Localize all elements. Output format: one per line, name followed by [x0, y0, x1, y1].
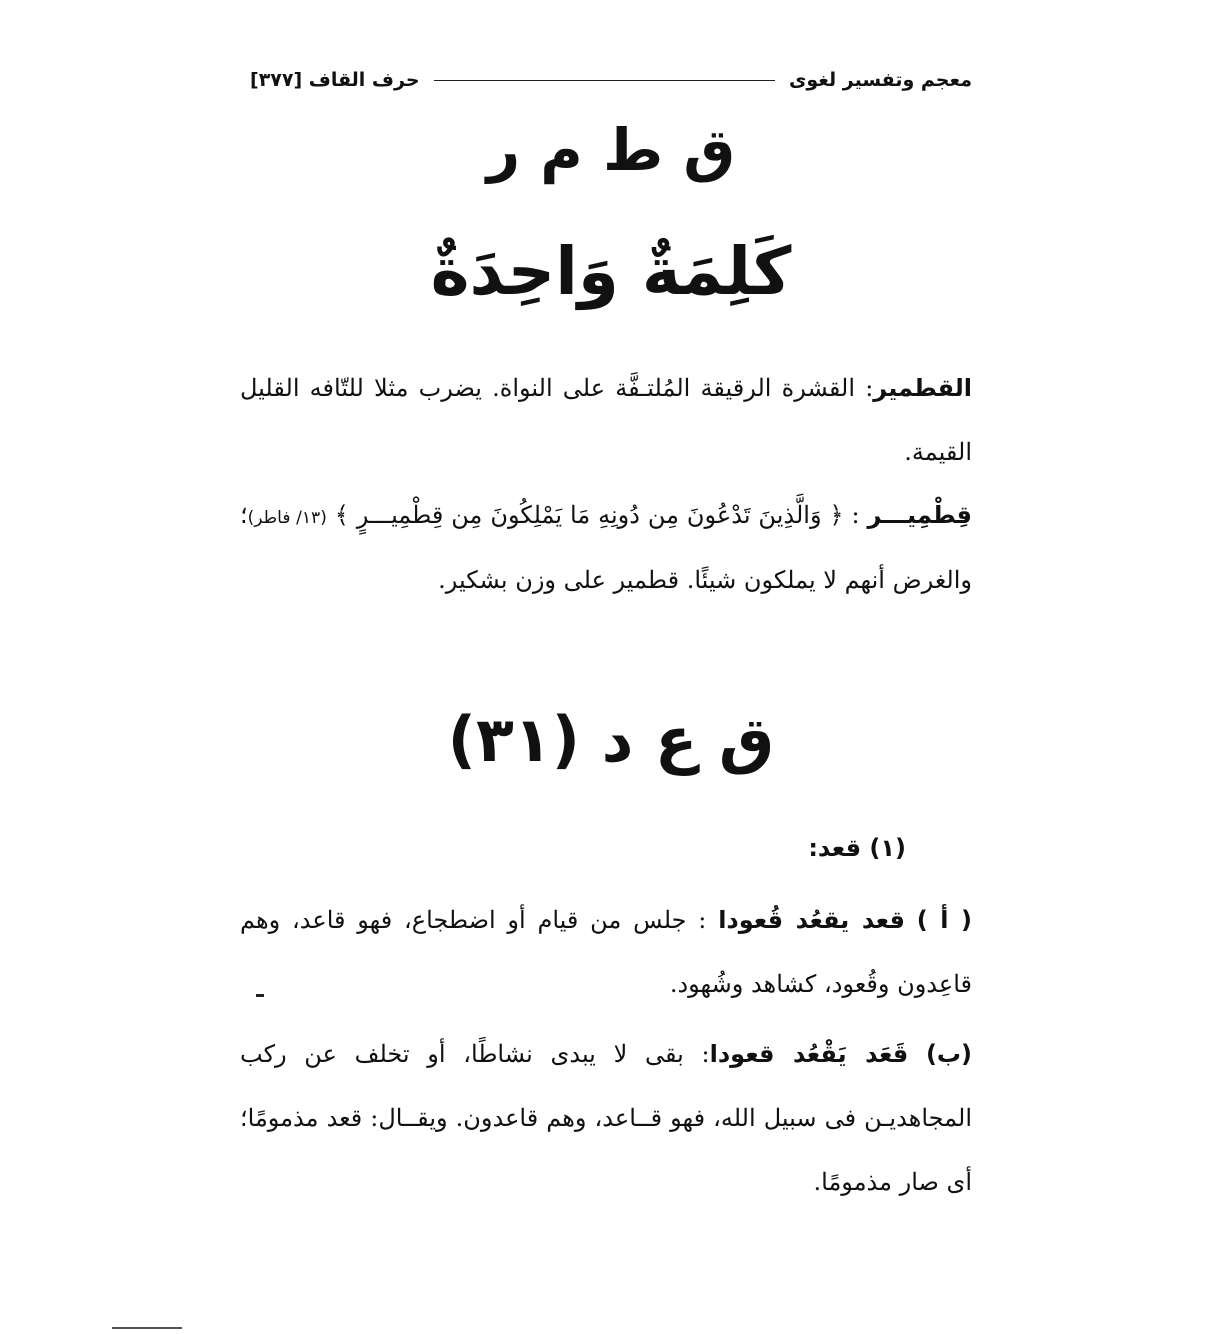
definition-paragraph [240, 356, 972, 484]
bottom-scan-line [112, 1327, 182, 1329]
root-heading-qtmr: ق ط م ر [486, 116, 736, 184]
definition-term: القطمير [873, 374, 972, 402]
running-header [250, 64, 972, 96]
usage-paragraph [240, 484, 972, 611]
definition-text: : القشرة الرقيقة المُلتـفَّة على النواة. يضرب مثلا للتّافه القليل القيمة. [240, 374, 972, 466]
sub-heading-qaad: (١) قعد: [808, 834, 906, 862]
sense-b-text: : بقى لا يبدى نشاطًا، أو تخلف عن ركب المجاهديـن فى سبيل الله، فهو قــاعد، وهم قاعدون. ويقــال: قعد مذمومًا؛ أى صار مذمومًا. [240, 1040, 972, 1196]
usage-colon: : [843, 501, 868, 529]
verse-reference: (١٣/ فاطر) [247, 508, 327, 528]
sense-a-term: قعد يقعُد قُعودا [718, 906, 905, 934]
book-title: معجم وتفسير لغوى [788, 69, 972, 91]
sense-a-text: : جلس من قيام أو اضطجاع، فهو قاعد، وهم قاعِدون وقُعود، كشاهد وشُهود. [240, 906, 972, 998]
usage-term: قِطْمِيـــر [867, 501, 973, 529]
entry-subtitle: كَلِمَةٌ وَاحِدَةٌ [430, 233, 792, 310]
sense-b-label: (ب) [925, 1040, 973, 1068]
header-rule [434, 80, 775, 81]
sense-a-paragraph [240, 888, 972, 1016]
usage-text: ؛ والغرض أنهم لا يملكون شيئًا. قطمير على وزن بشكير. [240, 501, 972, 594]
sense-b-term: قَعَد يَقْعُد قعودا [709, 1040, 909, 1068]
section-label: حرف القاف [٣٧٧] [250, 69, 420, 91]
quran-verse: ﴿ وَالَّذِينَ تَدْعُونَ مِن دُونِهِ مَا يَمْلِكُونَ مِن قِطْمِيـــرٍ ﴾ [334, 501, 844, 529]
sense-a-label: ( أ ) [916, 906, 972, 934]
scan-speck [256, 994, 264, 997]
sense-b-paragraph [240, 1022, 972, 1214]
root-heading-qad: ق ع د (٣١) [447, 703, 775, 776]
